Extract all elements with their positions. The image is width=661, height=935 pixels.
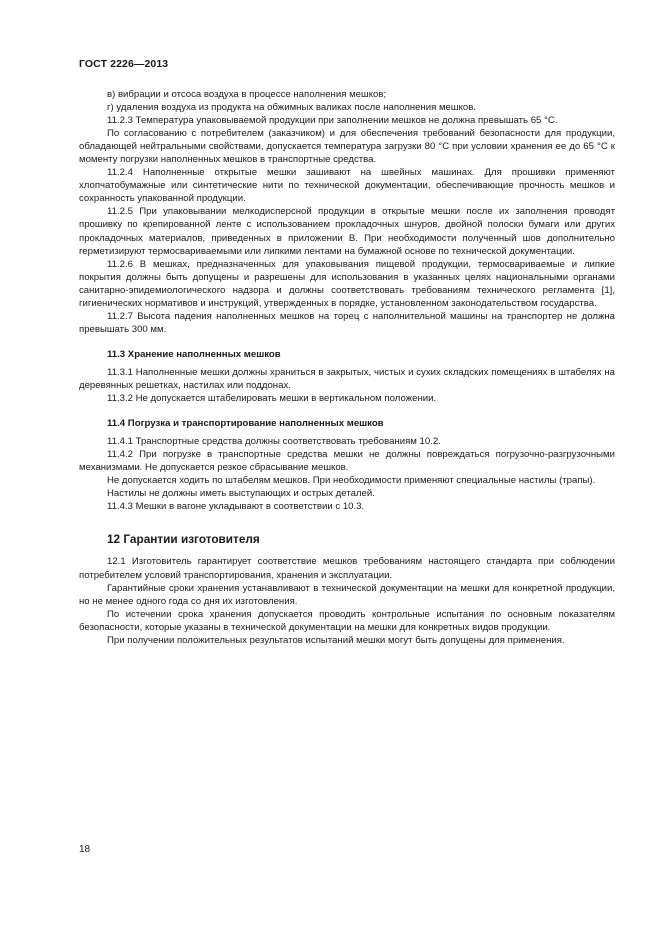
paragraph: 12.1 Изготовитель гарантирует соответствие мешков требованиям настоящего стандарта при соблюдении потребителем условий транспортирования, хранения и эксплуатации. [79, 556, 615, 581]
paragraph: При получении положительных результатов испытаний мешки могут быть допущены для применения. [107, 634, 565, 646]
paragraph: 11.3.1 Наполненные мешки должны храниться в закрытых, чистых и сухих складских помещениях в штабелях на деревянных решетках, настилах или поддонах. [79, 366, 615, 391]
section-heading-11-3: 11.3 Хранение наполненных мешков [107, 348, 281, 360]
paragraph: г) удаления воздуха из продукта на обжимных валиках после наполнения мешков. [107, 102, 476, 114]
paragraph: 11.4.2 При погрузке в транспортные средства мешки не должны повреждаться погрузочно-разгрузочными механизмами. Не допускается резкое сбрасывание мешков. [79, 449, 615, 474]
paragraph: Гарантийные сроки хранения устанавливают в технической документации на мешки для конкретной продукции, но не менее одного года со дня их изготовления. [79, 582, 615, 607]
paragraph: 11.4.3 Мешки в вагоне укладывают в соответствии с 10.3. [107, 501, 365, 513]
paragraph: Настилы не должны иметь выступающих и острых деталей. [107, 488, 375, 500]
paragraph: в) вибрации и отсоса воздуха в процессе наполнения мешков; [107, 89, 387, 100]
paragraph: 11.4.1 Транспортные средства должны соответствовать требованиям 10.2. [107, 436, 441, 448]
paragraph: 11.2.6 В мешках, предназначенных для упаковывания пищевой продукции, термосвариваемые и липкие покрытия должны быть допущены и разрешены для использования в указанных целях национальными органами санитарно-эпидемиологического надзора и должны соответствовать требованиям технического регламента [1], гигиенических нормативов и инструкций, утвержденных в порядке, установленном законодательством государства. [79, 258, 615, 309]
paragraph: 11.2.3 Температура упаковываемой продукции при заполнении мешков не должна превышать 65 °С. [107, 115, 558, 127]
paragraph: По истечении срока хранения допускается проводить контрольные испытания по основным показателям безопасности, которые указаны в технической документации на мешки для конкретных видов продукции. [79, 608, 615, 633]
page-number: 18 [79, 844, 91, 855]
section-heading-11-4: 11.4 Погрузка и транспортирование наполненных мешков [107, 418, 384, 430]
paragraph: По согласованию с потребителем (заказчиком) и для обеспечения требований безопасности для продукции, обладающей нейтральными свойствами, допускается температура загрузки 80 °С при условии хранения ее до 65 °С к моменту погрузки наполненных мешков в транспортные средства. [79, 128, 615, 166]
section-heading-12: 12 Гарантии изготовителя [107, 532, 260, 547]
document-header: ГОСТ 2226—2013 [79, 58, 169, 70]
paragraph: 11.3.2 Не допускается штабелировать мешки в вертикальном положении. [107, 393, 437, 405]
paragraph: 11.2.5 При упаковывании мелкодисперсной продукции в открытые мешки после их заполнения проводят прошивку по крепированной ленте с использованием прокладочных шнуров, двойной полоски бумаги или других прокладочных материалов, приведенных в приложении В. При необходимости полученный шов дополнительно герметизируют термосвариваемыми или липкими лентами на бумажной основе по технической документации. [79, 206, 615, 257]
paragraph: Не допускается ходить по штабелям мешков. При необходимости применяют специальные настилы (трапы). [107, 475, 596, 487]
document-body [79, 88, 615, 647]
paragraph: 11.2.4 Наполненные открытые мешки зашивают на швейных машинах. Для прошивки применяют хлопчатобумажные или синтетические нити по технической документации, обеспечивающие прочность мешков и сохранность упакованной продукции. [79, 167, 615, 205]
paragraph: 11.2.7 Высота падения наполненных мешков на торец с наполнительной машины на транспортер не должна превышать 300 мм. [79, 310, 615, 335]
